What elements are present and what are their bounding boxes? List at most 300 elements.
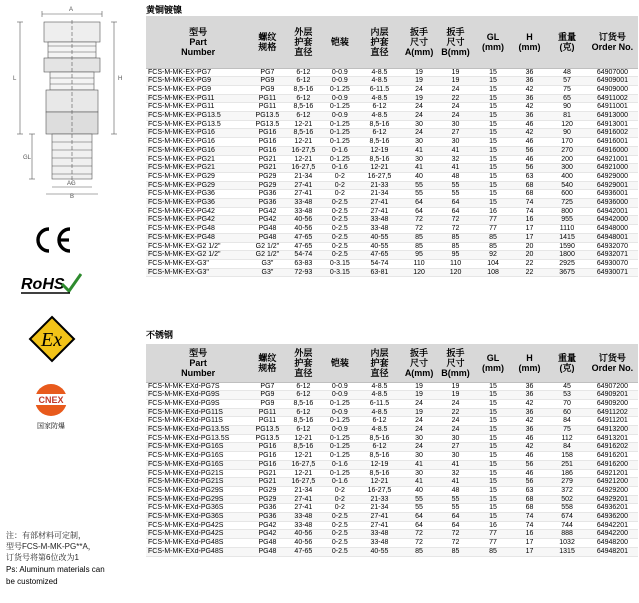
column-header — [285, 16, 323, 68]
column-header — [401, 344, 436, 382]
table-cell: FCS-M-MK-EX-PG48 — [146, 225, 250, 234]
table-cell: 30 — [437, 138, 475, 147]
column-header — [587, 344, 638, 382]
table-cell: 15 — [474, 460, 512, 469]
table-cell: 4-8.5 — [358, 77, 402, 86]
table-cell: 74 — [512, 207, 547, 216]
column-header-line: 护套 — [370, 36, 389, 47]
table-cell: 21-33 — [358, 181, 402, 190]
cnex-text: CNEX — [38, 395, 64, 405]
table-cell: 0-3.15 — [322, 268, 357, 277]
table-cell: PG9 — [250, 85, 284, 94]
table-cell: 46 — [512, 469, 547, 478]
table-cell: 19 — [437, 391, 475, 400]
table-cell: 8,5-16 — [285, 399, 323, 408]
table-cell: PG21 — [250, 164, 284, 173]
column-header — [512, 344, 547, 382]
column-header — [358, 16, 402, 68]
table-cell: 90 — [547, 129, 587, 138]
table-cell: 48 — [547, 68, 587, 77]
column-header — [512, 16, 547, 68]
table-row — [146, 521, 638, 530]
column-header-line: B(mm) — [441, 367, 470, 378]
table-cell: 0-2.5 — [322, 251, 357, 260]
table-cell: 0-2 — [322, 181, 357, 190]
table-cell: 64948201 — [587, 547, 638, 556]
table-cell: 33-48 — [358, 216, 402, 225]
table-cell: FCS-M-MK-EXd-PG16S — [146, 443, 250, 452]
table-cell: 32 — [437, 469, 475, 478]
table-cell: 46 — [512, 138, 547, 147]
table-cell: 372 — [547, 486, 587, 495]
column-header-line: Number — [181, 367, 216, 378]
table-cell: 540 — [547, 181, 587, 190]
table-cell: PG16 — [250, 138, 284, 147]
table-cell: 15 — [474, 399, 512, 408]
table-row — [146, 530, 638, 539]
table-cell: 15 — [474, 513, 512, 522]
table-cell: 64921201 — [587, 469, 638, 478]
table-cell: 270 — [547, 146, 587, 155]
table-row — [146, 478, 638, 487]
table-cell: 85 — [474, 547, 512, 556]
table-cell: 15 — [474, 486, 512, 495]
dim-label-gl: GL — [23, 155, 32, 161]
table-cell: 41 — [437, 460, 475, 469]
table-cell: 64942000 — [587, 216, 638, 225]
table-cell: 112 — [547, 434, 587, 443]
column-header-line: 规格 — [258, 41, 277, 52]
table-cell: 48 — [437, 172, 475, 181]
table-cell: 64921001 — [587, 155, 638, 164]
table-cell: 1590 — [547, 242, 587, 251]
table-cell: 12-19 — [358, 460, 402, 469]
table-cell: PG9 — [250, 399, 284, 408]
table-row — [146, 120, 638, 129]
table-cell: 15 — [474, 77, 512, 86]
table-cell: 40-55 — [358, 233, 402, 242]
table-cell: 0-2.5 — [322, 547, 357, 556]
table-cell: 68 — [512, 190, 547, 199]
column-header-line: 护套 — [294, 357, 313, 368]
table-cell: PG36 — [250, 513, 284, 522]
table-cell: 60 — [547, 408, 587, 417]
table-cell: 64948200 — [587, 539, 638, 548]
table-cell: PG16 — [250, 452, 284, 461]
table-cell: 64911001 — [587, 103, 638, 112]
table-cell: 64 — [437, 521, 475, 530]
table-cell: FCS-M-MK-EXd-PG48S — [146, 539, 250, 548]
table-cell: 19 — [401, 382, 436, 391]
table-row — [146, 495, 638, 504]
table-cell: 0-0.9 — [322, 426, 357, 435]
table-row — [146, 164, 638, 173]
table-cell: 19 — [401, 68, 436, 77]
dim-label-a: A — [69, 7, 74, 13]
table-cell: 40-55 — [358, 242, 402, 251]
table-cell: 8,5-16 — [358, 469, 402, 478]
spec-table-stainless — [146, 344, 638, 557]
table-cell: FCS-M-MK-EX-PG11 — [146, 103, 250, 112]
table-cell: 64929200 — [587, 486, 638, 495]
column-header-line: (mm) — [482, 41, 505, 52]
column-header-line: 订货号 — [598, 352, 626, 363]
table-row — [146, 391, 638, 400]
table-cell: 63-81 — [358, 268, 402, 277]
table-cell: 27-41 — [285, 181, 323, 190]
table-cell: 74 — [512, 513, 547, 522]
table-cell: 55 — [401, 190, 436, 199]
table-cell: 46 — [512, 434, 547, 443]
table-cell: 24 — [401, 112, 436, 121]
table-cell: 1415 — [547, 233, 587, 242]
table-cell: 24 — [437, 399, 475, 408]
table-cell: 12-21 — [285, 138, 323, 147]
table-row — [146, 539, 638, 548]
table-cell: 30 — [401, 155, 436, 164]
table-cell: 27-41 — [358, 513, 402, 522]
table-cell: PG48 — [250, 225, 284, 234]
column-header-line: H — [526, 352, 533, 363]
table-cell: 46 — [512, 120, 547, 129]
table-cell: 42 — [512, 85, 547, 94]
cnex-logo — [25, 380, 77, 435]
table-cell: 72 — [401, 530, 436, 539]
table-cell: PG29 — [250, 495, 284, 504]
table-cell: 6-12 — [358, 129, 402, 138]
table-cell: PG7 — [250, 68, 284, 77]
table-row — [146, 77, 638, 86]
column-header-line: (mm) — [518, 362, 541, 373]
table-cell: 75 — [547, 85, 587, 94]
table-cell: 120 — [547, 120, 587, 129]
column-header — [285, 344, 323, 382]
column-header — [322, 344, 357, 382]
table-cell: 27-41 — [358, 199, 402, 208]
table-cell: PG29 — [250, 486, 284, 495]
section-title-stainless: 不锈钢 — [146, 330, 174, 340]
table-cell: 72 — [401, 539, 436, 548]
table-cell: 64913200 — [587, 426, 638, 435]
table-cell: 68 — [512, 504, 547, 513]
table-cell: 27-41 — [285, 504, 323, 513]
table-cell: 19 — [437, 68, 475, 77]
column-header-line: 型号 — [189, 26, 208, 37]
table-cell: 0-2.5 — [322, 225, 357, 234]
table-cell: 300 — [547, 164, 587, 173]
table-cell: 8,5-16 — [285, 129, 323, 138]
table-cell: 6-12 — [358, 103, 402, 112]
table-row — [146, 103, 638, 112]
column-header-line: 尺寸 — [446, 357, 465, 368]
table-cell: 0-1.25 — [322, 129, 357, 138]
table-cell: PG11 — [250, 408, 284, 417]
table-cell: 15 — [474, 199, 512, 208]
table-cell: 15 — [474, 495, 512, 504]
table-cell: FCS-M-MK-EX-PG42 — [146, 216, 250, 225]
table-cell: 42 — [512, 417, 547, 426]
table-cell: 800 — [547, 207, 587, 216]
table-cell: FCS-M-MK-EX-PG16 — [146, 146, 250, 155]
table-cell: 6-12 — [285, 68, 323, 77]
table-row — [146, 434, 638, 443]
table-cell: PG48 — [250, 539, 284, 548]
table-cell: 47-65 — [285, 233, 323, 242]
column-header — [322, 16, 357, 68]
table-cell: 19 — [401, 94, 436, 103]
table-row — [146, 216, 638, 225]
table-cell: 57 — [547, 77, 587, 86]
notes — [6, 530, 136, 587]
column-header-line: 内层 — [370, 26, 389, 37]
table-cell: 8,5-16 — [358, 155, 402, 164]
table-cell: 64909000 — [587, 85, 638, 94]
table-row — [146, 85, 638, 94]
table-cell: 15 — [474, 94, 512, 103]
column-header-line: (mm) — [482, 362, 505, 373]
table-cell: 15 — [474, 478, 512, 487]
table-cell: 64936000 — [587, 199, 638, 208]
table-cell: G3" — [250, 268, 284, 277]
table-cell: 33-48 — [285, 521, 323, 530]
column-header-line: (mm) — [518, 41, 541, 52]
column-header-line: 尺寸 — [446, 36, 465, 47]
table-cell: 64942201 — [587, 521, 638, 530]
table-cell: 744 — [547, 521, 587, 530]
table-cell: 64 — [401, 207, 436, 216]
table-cell: 279 — [547, 478, 587, 487]
table-cell: 30 — [401, 138, 436, 147]
table-cell: 33-48 — [285, 513, 323, 522]
table-cell: 27-41 — [358, 207, 402, 216]
table-cell: 15 — [474, 85, 512, 94]
table-cell: 85 — [401, 233, 436, 242]
table-cell: 41 — [401, 164, 436, 173]
column-header-line: GL — [486, 352, 500, 363]
table-cell: 0-2.5 — [322, 216, 357, 225]
column-header-line: 扳手 — [446, 26, 465, 37]
table-cell: 4-8.5 — [358, 408, 402, 417]
table-cell: 64916002 — [587, 129, 638, 138]
table-row — [146, 94, 638, 103]
column-header-line: A(mm) — [404, 367, 434, 378]
table-cell: 64930071 — [587, 268, 638, 277]
table-cell: 74 — [512, 521, 547, 530]
table-cell: 6-12 — [358, 417, 402, 426]
table-cell: 15 — [474, 190, 512, 199]
table-cell: 0-1.25 — [322, 417, 357, 426]
table-row — [146, 129, 638, 138]
table-cell: 24 — [437, 112, 475, 121]
table-cell: FCS-M-MK-EXd-PG7S — [146, 382, 250, 391]
table-cell: FCS-M-MK-EX-PG7 — [146, 68, 250, 77]
table-cell: 6-11.5 — [358, 399, 402, 408]
table-cell: 85 — [474, 233, 512, 242]
table-cell: 64911201 — [587, 417, 638, 426]
table-cell: 40-55 — [358, 547, 402, 556]
spec-table-brass — [146, 16, 638, 277]
table-cell: FCS-M-MK-EXd-PG13.5S — [146, 426, 250, 435]
table-cell: FCS-M-MK-EXd-PG42S — [146, 530, 250, 539]
table-cell: 64916201 — [587, 452, 638, 461]
table-cell: 0-0.9 — [322, 94, 357, 103]
table-cell: 8,5-16 — [285, 443, 323, 452]
column-header-line: 扳手 — [410, 26, 429, 37]
table-cell: 6-11.5 — [358, 85, 402, 94]
table-cell: 24 — [437, 103, 475, 112]
table-cell: 64911002 — [587, 94, 638, 103]
table-cell: 502 — [547, 495, 587, 504]
table-cell: 72 — [437, 225, 475, 234]
table-cell: 8,5-16 — [358, 452, 402, 461]
table-cell: 20 — [512, 251, 547, 260]
table-row — [146, 207, 638, 216]
table-cell: 21-33 — [358, 495, 402, 504]
table-cell: 0-2.5 — [322, 233, 357, 242]
table-cell: 0-1.25 — [322, 155, 357, 164]
table-cell: 81 — [547, 112, 587, 121]
table-cell: 17 — [512, 547, 547, 556]
table-cell: 19 — [437, 77, 475, 86]
note-zh-1: 注：有部材料可定制， — [6, 531, 86, 540]
table-cell: PG9 — [250, 77, 284, 86]
section-title-brass: 黄铜镀镍 — [146, 5, 183, 15]
table-cell: 64913000 — [587, 112, 638, 121]
table-header-row — [146, 344, 638, 382]
table-cell: FCS-M-MK-EXd-PG21S — [146, 469, 250, 478]
table-cell: 24 — [401, 417, 436, 426]
table-cell: 64909001 — [587, 77, 638, 86]
table-cell: 15 — [474, 452, 512, 461]
table-cell: PG42 — [250, 216, 284, 225]
table-cell: 186 — [547, 469, 587, 478]
table-row — [146, 382, 638, 391]
table-cell: 17 — [512, 225, 547, 234]
column-header-line: 直径 — [370, 367, 389, 378]
table-cell: PG16 — [250, 146, 284, 155]
table-cell: 0-0.9 — [322, 77, 357, 86]
table-cell: 41 — [437, 164, 475, 173]
table-cell: 40 — [401, 486, 436, 495]
table-cell: 6-12 — [285, 426, 323, 435]
table-cell: 15 — [474, 417, 512, 426]
table-cell: 4-8.5 — [358, 112, 402, 121]
table-cell: 85 — [437, 547, 475, 556]
table-cell: FCS-M-MK-EX-PG11 — [146, 94, 250, 103]
column-header-line: H — [526, 31, 533, 42]
table-cell: 725 — [547, 199, 587, 208]
table-cell: 64936200 — [587, 513, 638, 522]
table-cell: 27-41 — [285, 495, 323, 504]
table-cell: 41 — [437, 146, 475, 155]
table-cell: 77 — [474, 216, 512, 225]
column-header-line: (克) — [559, 41, 575, 52]
table-row — [146, 268, 638, 277]
table-cell: FCS-M-MK-EXd-PG16S — [146, 452, 250, 461]
table-cell: 56 — [512, 478, 547, 487]
table-cell: 110 — [401, 259, 436, 268]
table-row — [146, 460, 638, 469]
table-cell: 15 — [474, 382, 512, 391]
table-cell: PG42 — [250, 521, 284, 530]
column-header — [547, 344, 587, 382]
table-cell: 251 — [547, 460, 587, 469]
table-cell: 64916000 — [587, 146, 638, 155]
table-cell: FCS-M-MK-EXd-PG36S — [146, 513, 250, 522]
table-cell: 27 — [437, 443, 475, 452]
table-cell: 12-21 — [285, 452, 323, 461]
table-row — [146, 225, 638, 234]
table-cell: 21-34 — [285, 172, 323, 181]
table-cell: 64909200 — [587, 399, 638, 408]
table-cell: PG48 — [250, 233, 284, 242]
table-cell: PG36 — [250, 504, 284, 513]
table-cell: FCS-M-MK-EX-PG29 — [146, 181, 250, 190]
table-cell: 0-0.9 — [322, 112, 357, 121]
column-header — [587, 16, 638, 68]
table-cell: 65 — [547, 94, 587, 103]
table-row — [146, 172, 638, 181]
table-cell: 16-27,5 — [285, 478, 323, 487]
table-row — [146, 486, 638, 495]
table-cell: FCS-M-MK-EX-PG13.5 — [146, 112, 250, 121]
table-cell: PG13.5 — [250, 120, 284, 129]
table-cell: 3675 — [547, 268, 587, 277]
table-cell: 8,5-16 — [285, 85, 323, 94]
table-cell: 16-27,5 — [285, 146, 323, 155]
table-cell: 72 — [437, 539, 475, 548]
table-cell: 16-27,5 — [285, 164, 323, 173]
table-cell: 15 — [474, 426, 512, 435]
dim-label-b: B — [70, 194, 75, 198]
table-cell: 17 — [512, 539, 547, 548]
table-cell: 56 — [512, 164, 547, 173]
column-header-line: Part — [189, 36, 207, 47]
column-header — [250, 16, 284, 68]
table-cell: 888 — [547, 530, 587, 539]
table-cell: 2925 — [547, 259, 587, 268]
table-cell: 558 — [547, 504, 587, 513]
table-row — [146, 138, 638, 147]
table-cell: 0-1.25 — [322, 103, 357, 112]
table-header-row — [146, 16, 638, 68]
table-cell: 42 — [512, 443, 547, 452]
table-cell: 0-2.5 — [322, 530, 357, 539]
table-cell: 15 — [474, 155, 512, 164]
table-cell: 27-41 — [358, 521, 402, 530]
table-cell: FCS-M-MK-EX-G3" — [146, 268, 250, 277]
table-cell: 0-2.5 — [322, 513, 357, 522]
table-cell: 16 — [474, 207, 512, 216]
table-cell: 0-2 — [322, 504, 357, 513]
table-cell: 19 — [401, 391, 436, 400]
note-en-2: be customized — [6, 577, 58, 586]
table-cell: 110 — [437, 259, 475, 268]
table-cell: 4-8.5 — [358, 426, 402, 435]
table-cell: 19 — [401, 77, 436, 86]
table-row — [146, 443, 638, 452]
table-cell: 64916200 — [587, 460, 638, 469]
ex-logo — [28, 315, 76, 363]
table-cell: 4-8.5 — [358, 391, 402, 400]
table-cell: FCS-M-MK-EX-PG36 — [146, 190, 250, 199]
table-cell: 22 — [437, 408, 475, 417]
table-cell: 32 — [437, 155, 475, 164]
table-cell: 15 — [474, 103, 512, 112]
cnex-caption: 国家防爆 — [37, 422, 65, 430]
table-cell: PG16 — [250, 460, 284, 469]
table-cell: 0-2.5 — [322, 242, 357, 251]
